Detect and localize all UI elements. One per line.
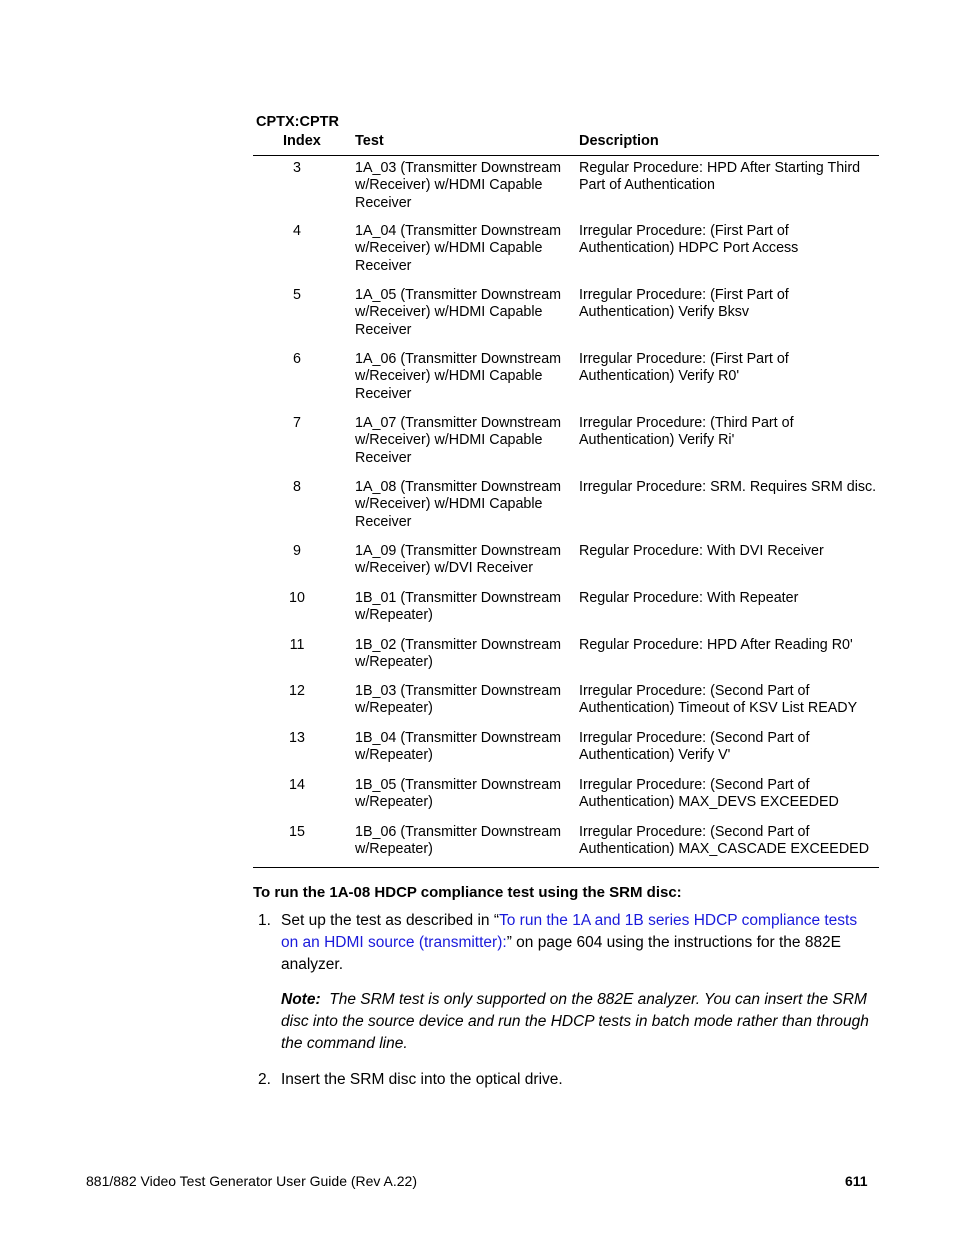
- row-description-line: Authentication) Verify Ri': [579, 432, 735, 449]
- row-test: [355, 287, 570, 339]
- row-description: [579, 824, 879, 859]
- row-description-line: Irregular Procedure: (Second Part of: [579, 730, 810, 746]
- row-test-line: w/Repeater): [355, 700, 433, 717]
- row-description-line: Irregular Procedure: SRM. Requires SRM disc.: [579, 479, 877, 495]
- row-description-line: Authentication) Verify R0': [579, 368, 740, 385]
- row-test-line: w/Receiver) w/HDMI Capable: [355, 304, 543, 321]
- row-description: [579, 543, 879, 560]
- row-description: [579, 223, 879, 258]
- row-test-line: w/Receiver) w/HDMI Capable: [355, 240, 543, 257]
- row-test-line: w/Repeater): [355, 747, 433, 764]
- row-test-line: 1B_02 (Transmitter Downstream: [355, 637, 562, 653]
- row-test: [355, 479, 570, 531]
- table-top-rule: [253, 155, 879, 156]
- row-description-line: Irregular Procedure: (Third Part of: [579, 415, 794, 431]
- row-test-line: 1A_08 (Transmitter Downstream: [355, 479, 562, 495]
- row-description-line: Irregular Procedure: (Second Part of: [579, 824, 810, 840]
- row-test-line: 1B_04 (Transmitter Downstream: [355, 730, 562, 746]
- row-index: 11: [289, 637, 305, 653]
- note: [281, 989, 876, 1055]
- row-description-line: Part of Authentication: [579, 177, 715, 194]
- step-2-number: 2.: [258, 1071, 271, 1088]
- row-description-line: Authentication) Timeout of KSV List READY: [579, 700, 858, 717]
- column-header-description: Description: [579, 133, 659, 149]
- row-test: [355, 824, 570, 859]
- row-description-line: Regular Procedure: With Repeater: [579, 590, 799, 606]
- row-index: 4: [293, 223, 301, 239]
- row-test-line: Receiver: [355, 257, 412, 274]
- row-description: [579, 590, 879, 607]
- step-1-line-2: [281, 932, 876, 954]
- table-heading: CPTX:CPTR: [256, 114, 339, 130]
- row-test-line: w/Receiver) w/HDMI Capable: [355, 368, 543, 385]
- row-index: 7: [293, 415, 301, 431]
- row-description: [579, 160, 879, 195]
- row-description: [579, 730, 879, 765]
- row-test-line: 1B_05 (Transmitter Downstream: [355, 777, 562, 793]
- row-test-line: Receiver: [355, 385, 412, 402]
- row-description-line: Irregular Procedure: (First Part of: [579, 287, 789, 303]
- row-test-line: 1A_05 (Transmitter Downstream: [355, 287, 562, 303]
- row-description: [579, 637, 879, 654]
- column-header-test: Test: [355, 133, 384, 149]
- row-index: 6: [293, 351, 301, 367]
- footer-title: 881/882 Video Test Generator User Guide (Rev A.22): [86, 1173, 418, 1189]
- step-2-text: Insert the SRM disc into the optical drive.: [281, 1071, 563, 1088]
- row-description-line: Regular Procedure: With DVI Receiver: [579, 543, 824, 559]
- row-test-line: w/Receiver) w/DVI Receiver: [355, 560, 533, 577]
- row-description-line: Authentication) Verify V': [579, 747, 731, 764]
- column-header-index: Index: [283, 133, 321, 149]
- row-test-line: w/Receiver) w/HDMI Capable: [355, 496, 543, 513]
- step-1-line-1: [281, 910, 876, 932]
- row-index: 13: [289, 730, 305, 746]
- step-1-number: 1.: [258, 912, 271, 929]
- row-index: 14: [289, 777, 305, 793]
- row-test: [355, 637, 570, 672]
- row-test-line: 1A_09 (Transmitter Downstream: [355, 543, 562, 559]
- note-line-2: disc into the source device and run the HDCP tests in batch mode rather than through: [281, 1013, 869, 1030]
- step-1-text: [281, 910, 876, 976]
- row-description: [579, 351, 879, 386]
- row-test: [355, 730, 570, 765]
- row-test-line: Receiver: [355, 449, 412, 466]
- note-line-3: the command line.: [281, 1035, 408, 1052]
- row-description: [579, 479, 879, 496]
- cross-reference-link-continued[interactable]: on an HDMI source (transmitter):: [281, 934, 507, 951]
- row-test: [355, 415, 570, 467]
- row-description-line: Irregular Procedure: (Second Part of: [579, 683, 810, 699]
- row-description: [579, 683, 879, 718]
- row-description-line: Regular Procedure: HPD After Reading R0': [579, 637, 853, 653]
- row-index: 3: [293, 160, 301, 176]
- row-description-line: Regular Procedure: HPD After Starting Third: [579, 160, 861, 176]
- row-description-line: Irregular Procedure: (First Part of: [579, 351, 789, 367]
- note-text-1: The SRM test is only supported on the 882E analyzer. You can insert the SRM: [329, 991, 867, 1008]
- row-test-line: w/Repeater): [355, 654, 433, 671]
- row-test-line: Receiver: [355, 194, 412, 211]
- row-test: [355, 543, 570, 578]
- step-1-line-3: analyzer.: [281, 956, 344, 973]
- row-test: [355, 351, 570, 403]
- table-bottom-rule: [253, 867, 879, 868]
- row-description-line: Irregular Procedure: (First Part of: [579, 223, 789, 239]
- row-test-line: w/Repeater): [355, 794, 433, 811]
- row-description-line: Authentication) Verify Bksv: [579, 304, 750, 321]
- row-description: [579, 415, 879, 450]
- row-test-line: w/Repeater): [355, 841, 433, 858]
- cross-reference-link[interactable]: To run the 1A and 1B series HDCP compliance tests: [498, 912, 858, 929]
- row-index: 8: [293, 479, 301, 495]
- row-test: [355, 683, 570, 718]
- row-description-line: Authentication) HDPC Port Access: [579, 240, 799, 257]
- row-test-line: w/Receiver) w/HDMI Capable: [355, 177, 543, 194]
- row-test: [355, 223, 570, 275]
- row-test-line: 1B_01 (Transmitter Downstream: [355, 590, 562, 606]
- step-1-suffix: ” on page 604 using the instructions for the 882E: [506, 934, 842, 951]
- note-label: Note:: [281, 991, 321, 1008]
- row-test-line: 1B_06 (Transmitter Downstream: [355, 824, 562, 840]
- row-test-line: 1B_03 (Transmitter Downstream: [355, 683, 562, 699]
- row-test: [355, 590, 570, 625]
- step-1-prefix: Set up the test as described in “: [281, 912, 499, 929]
- row-index: 10: [289, 590, 305, 606]
- row-description-line: Authentication) MAX_CASCADE EXCEEDED: [579, 841, 870, 858]
- row-test-line: w/Repeater): [355, 607, 433, 624]
- row-test-line: 1A_04 (Transmitter Downstream: [355, 223, 562, 239]
- note-line-1: [281, 989, 876, 1011]
- row-test: [355, 777, 570, 812]
- row-test: [355, 160, 570, 212]
- row-description-line: Irregular Procedure: (Second Part of: [579, 777, 810, 793]
- row-index: 9: [293, 543, 301, 559]
- row-test-line: 1A_03 (Transmitter Downstream: [355, 160, 562, 176]
- row-index: 12: [289, 683, 305, 699]
- row-test-line: Receiver: [355, 513, 412, 530]
- page-number: 611: [845, 1173, 868, 1189]
- row-test-line: 1A_07 (Transmitter Downstream: [355, 415, 562, 431]
- row-index: 5: [293, 287, 301, 303]
- procedure-heading: To run the 1A-08 HDCP compliance test using the SRM disc:: [253, 884, 682, 901]
- row-test-line: w/Receiver) w/HDMI Capable: [355, 432, 543, 449]
- row-index: 15: [289, 824, 305, 840]
- row-description: [579, 287, 879, 322]
- row-description: [579, 777, 879, 812]
- row-description-line: Authentication) MAX_DEVS EXCEEDED: [579, 794, 839, 811]
- row-test-line: Receiver: [355, 321, 412, 338]
- row-test-line: 1A_06 (Transmitter Downstream: [355, 351, 562, 367]
